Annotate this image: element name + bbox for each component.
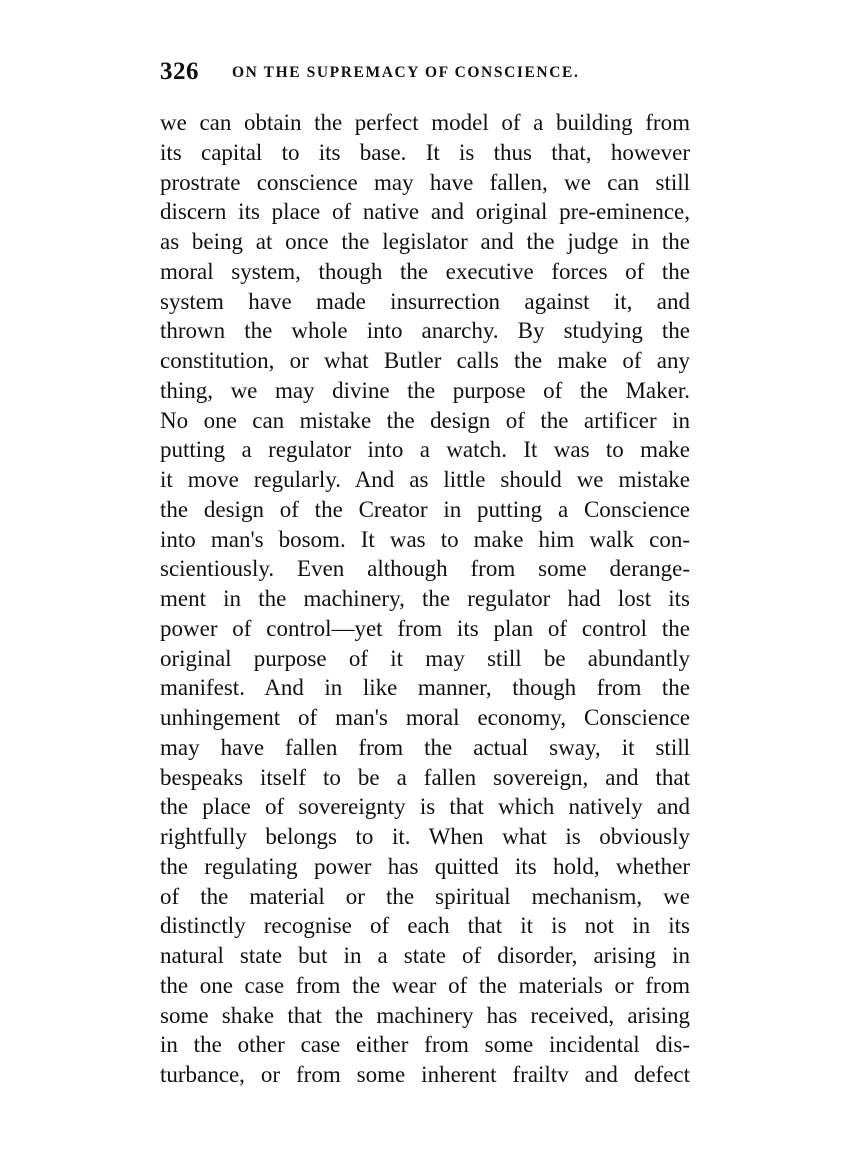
text-line: scientiously. Even although from some derange- xyxy=(160,556,690,582)
text-line: into man's bosom. It was to make him walk con- xyxy=(160,526,690,552)
text-line: some shake that the machinery has received, arising xyxy=(160,1002,690,1028)
text-line: system have made insurrection against it, and xyxy=(160,288,690,314)
text-line: the design of the Creator in putting a Conscience xyxy=(160,496,690,522)
text-line: of the material or the spiritual mechanism, we xyxy=(160,883,690,909)
text-line: bespeaks itself to be a fallen sovereign, and that xyxy=(160,764,690,790)
text-line: distinctly recognise of each that it is not in its xyxy=(160,913,690,939)
text-line: it move regularly. And as little should we mistake xyxy=(160,467,690,492)
text-line: power of control—yet from its plan of control the xyxy=(160,615,690,641)
text-line: turbance, or from some inherent frailtv and defect xyxy=(160,1062,690,1087)
text-line: prostrate conscience may have fallen, we can still xyxy=(160,169,690,195)
text-line: may have fallen from the actual sway, it still xyxy=(160,734,690,760)
running-head: ON THE SUPREMACY OF CONSCIENCE. xyxy=(232,64,580,81)
text-line: natural state but in a state of disorder, arising in xyxy=(160,943,690,968)
text-line: the one case from the wear of the materials or from xyxy=(160,972,690,998)
text-line: manifest. And in like manner, though from the xyxy=(160,675,690,701)
page-number: 326 xyxy=(160,58,199,85)
text-line: thrown the whole into anarchy. By studying the xyxy=(160,318,690,344)
text-line: rightfully belongs to it. When what is obviously xyxy=(160,824,690,849)
text-line: constitution, or what Butler calls the make of any xyxy=(160,348,690,373)
page-header xyxy=(160,58,690,92)
text-line: ment in the machinery, the regulator had lost its xyxy=(160,586,690,611)
text-line: discern its place of native and original pre-eminence, xyxy=(160,199,690,225)
text-line: its capital to its base. It is thus that, however xyxy=(160,139,690,165)
text-line: putting a regulator into a watch. It was to make xyxy=(160,437,690,463)
text-line: unhingement of man's moral economy, Conscience xyxy=(160,705,690,730)
text-line: as being at once the legislator and the judge in the xyxy=(160,229,690,254)
text-line: we can obtain the perfect model of a building from xyxy=(160,110,690,135)
text-line: the regulating power has quitted its hold, whether xyxy=(160,853,690,879)
text-line: the place of sovereignty is that which natively and xyxy=(160,794,690,820)
text-line: moral system, though the executive forces of the xyxy=(160,258,690,284)
body-text xyxy=(160,108,690,1090)
text-line: No one can mistake the design of the artificer in xyxy=(160,407,690,433)
text-line: thing, we may divine the purpose of the Maker. xyxy=(160,377,690,403)
text-line: original purpose of it may still be abundantly xyxy=(160,645,690,671)
text-line: in the other case either from some incidental dis- xyxy=(160,1032,690,1058)
